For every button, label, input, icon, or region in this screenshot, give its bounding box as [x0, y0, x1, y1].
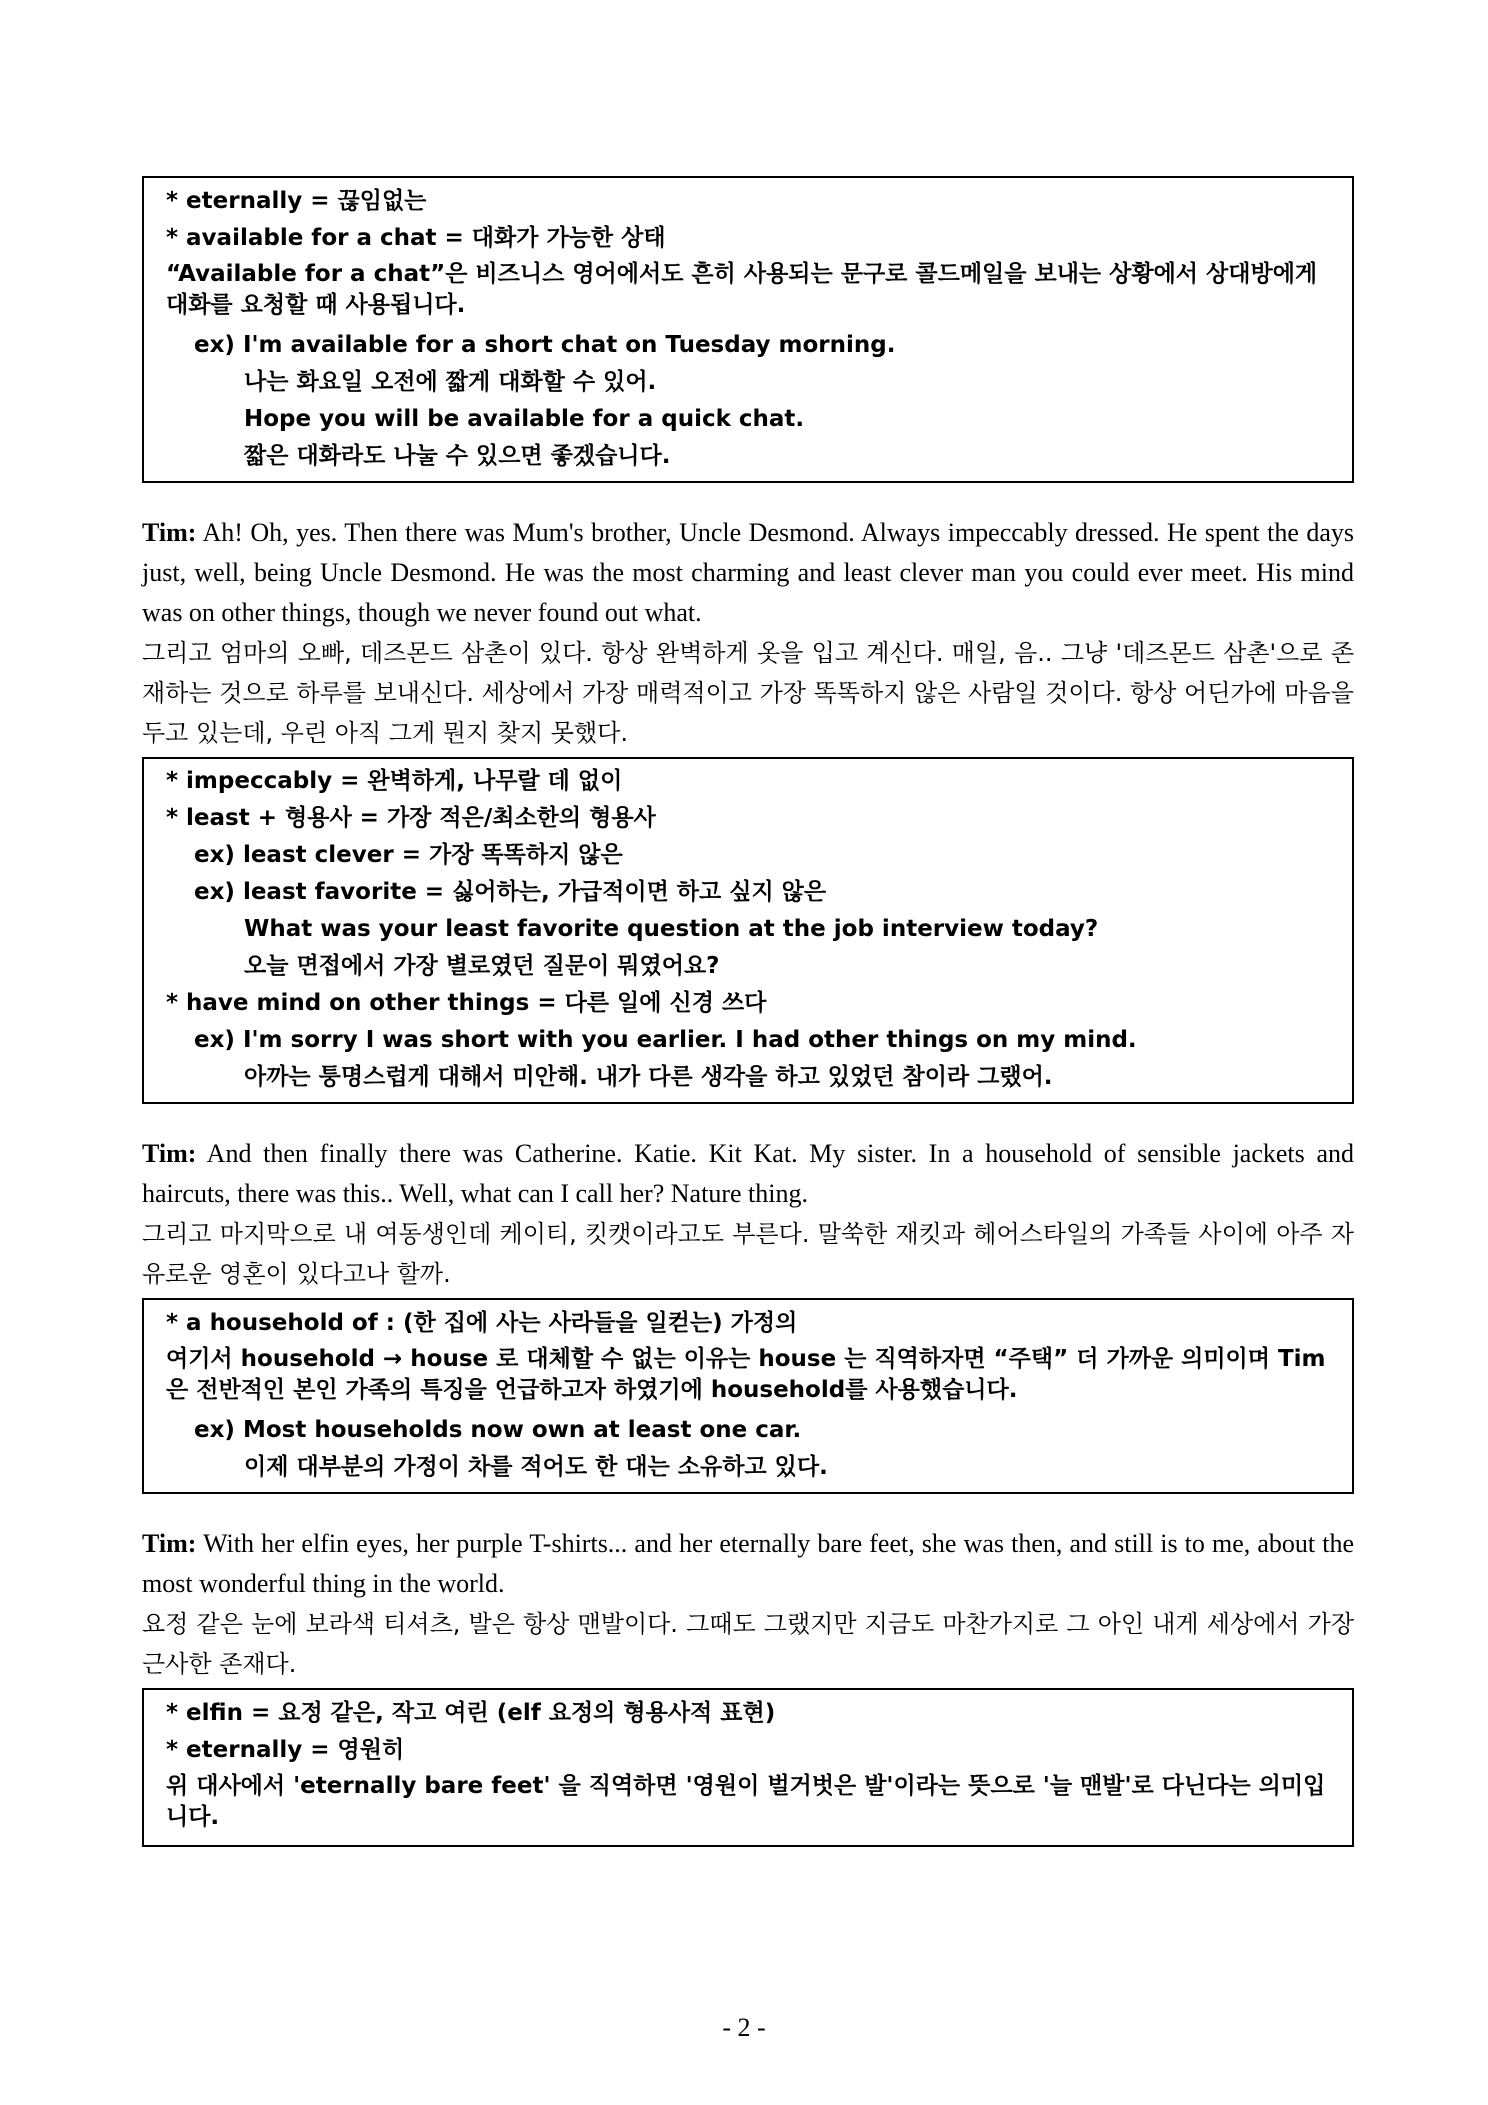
- dialog-english: [142, 513, 1354, 633]
- example-line: What was your least favorite question at the job interview today?: [244, 916, 1099, 942]
- speaker-name: Tim:: [142, 518, 197, 547]
- dialog-korean: 그리고 마지막으로 내 여동생인데 케이티, 킷캣이라고도 부른다. 말쑥한 재킷과 헤어스타일의 가족들 사이에 아주 자유로운 영혼이 있다고나 할까.: [142, 1220, 1354, 1288]
- document-page: [142, 176, 1354, 1847]
- dialog-english: [142, 1524, 1354, 1604]
- dialog-text: With her elfin eyes, her purple T-shirts... and her eternally bare feet, she was then, and still is to me, about the most wonderful thing in the world.: [142, 1529, 1354, 1598]
- vocab-item: * eternally = 영원히: [166, 1737, 405, 1763]
- speaker-name: Tim:: [142, 1139, 197, 1168]
- example-translation: 나는 화요일 오전에 짧게 대화할 수 있어.: [244, 369, 657, 395]
- example-line: Hope you will be available for a quick chat.: [244, 406, 805, 432]
- example-translation: 짧은 대화라도 나눌 수 있으면 좋겠습니다.: [244, 443, 671, 469]
- example-line: ex) Most households now own at least one car.: [194, 1417, 802, 1443]
- vocab-item: * have mind on other things = 다른 일에 신경 쓰다: [166, 990, 767, 1016]
- dialog-korean: 요정 같은 눈에 보라색 티셔츠, 발은 항상 맨발이다. 그때도 그랬지만 지금도 마찬가지로 그 아인 내게 세상에서 가장 근사한 존재다.: [142, 1610, 1354, 1678]
- vocab-box-3: [142, 1298, 1354, 1494]
- dialog-block-3: [142, 1524, 1354, 1684]
- vocab-note: 위 대사에서 'eternally bare feet' 을 직역하면 '영원이 벌거벗은 발'이라는 뜻으로 '늘 맨발'로 다닌다는 의미입니다.: [166, 1773, 1326, 1830]
- dialog-english: [142, 1134, 1354, 1214]
- vocab-item: * least + 형용사 = 가장 적은/최소한의 형용사: [166, 805, 656, 831]
- vocab-note: “Available for a chat”은 비즈니스 영어에서도 흔히 사용되는 문구로 콜드메일을 보내는 상황에서 상대방에게 대화를 요청할 때 사용됩니다.: [166, 261, 1318, 318]
- example-translation: 오늘 면접에서 가장 별로였던 질문이 뭐였어요?: [244, 953, 720, 979]
- vocab-item: * a household of : (한 집에 사는 사라들을 일컫는) 가정의: [166, 1310, 798, 1336]
- dialog-text: Ah! Oh, yes. Then there was Mum's brother, Uncle Desmond. Always impeccably dressed. He spent the days just, well, being Uncle Desmond. He was the most charming and least clever man you could ever meet. His mind was on other things, though we never found out what.: [142, 518, 1354, 627]
- dialog-block-2: [142, 1134, 1354, 1294]
- example-translation: 아까는 퉁명스럽게 대해서 미안해. 내가 다른 생각을 하고 있었던 참이라 그랬어.: [244, 1064, 1053, 1090]
- example-translation: 이제 대부분의 가정이 차를 적어도 한 대는 소유하고 있다.: [244, 1454, 828, 1480]
- vocab-item: * available for a chat = 대화가 가능한 상태: [166, 225, 666, 251]
- example-line: ex) I'm sorry I was short with you earlier. I had other things on my mind.: [194, 1027, 1137, 1053]
- example-line: ex) least clever = 가장 똑똑하지 않은: [194, 842, 623, 868]
- vocab-item: * eternally = 끊임없는: [166, 188, 427, 214]
- vocab-note: 여기서 household → house 로 대체할 수 없는 이유는 house 는 직역하자면 “주택” 더 가까운 의미이며 Tim 은 전반적인 본인 가족의 특징을 언급하고자 하였기에 household를 사용했습니다.: [166, 1346, 1326, 1403]
- page-number: - 2 -: [722, 2013, 766, 2042]
- dialog-block-1: [142, 513, 1354, 753]
- vocab-box-1: [142, 176, 1354, 483]
- speaker-name: Tim:: [142, 1529, 197, 1558]
- vocab-item: * impeccably = 완벽하게, 나무랄 데 없이: [166, 768, 623, 794]
- vocab-box-2: [142, 757, 1354, 1104]
- vocab-item: * elfin = 요정 같은, 작고 여린 (elf 요정의 형용사적 표현): [166, 1700, 776, 1726]
- vocab-box-4: [142, 1688, 1354, 1847]
- dialog-korean: 그리고 엄마의 오빠, 데즈몬드 삼촌이 있다. 항상 완벽하게 옷을 입고 계신다. 매일, 음.. 그냥 '데즈몬드 삼촌'으로 존재하는 것으로 하루를 보내신다. 세상에서 가장 매력적이고 가장 똑똑하지 않은 사람일 것이다. 항상 어딘가에 마음을 두고 있는데, 우린 아직 그게 뭔지 찾지 못했다.: [142, 639, 1354, 747]
- example-line: ex) I'm available for a short chat on Tuesday morning.: [194, 332, 896, 358]
- dialog-text: And then finally there was Catherine. Katie. Kit Kat. My sister. In a household of sensible jackets and haircuts, there was this.. Well, what can I call her? Nature thing.: [142, 1139, 1354, 1208]
- example-line: ex) least favorite = 싫어하는, 가급적이면 하고 싶지 않은: [194, 879, 827, 905]
